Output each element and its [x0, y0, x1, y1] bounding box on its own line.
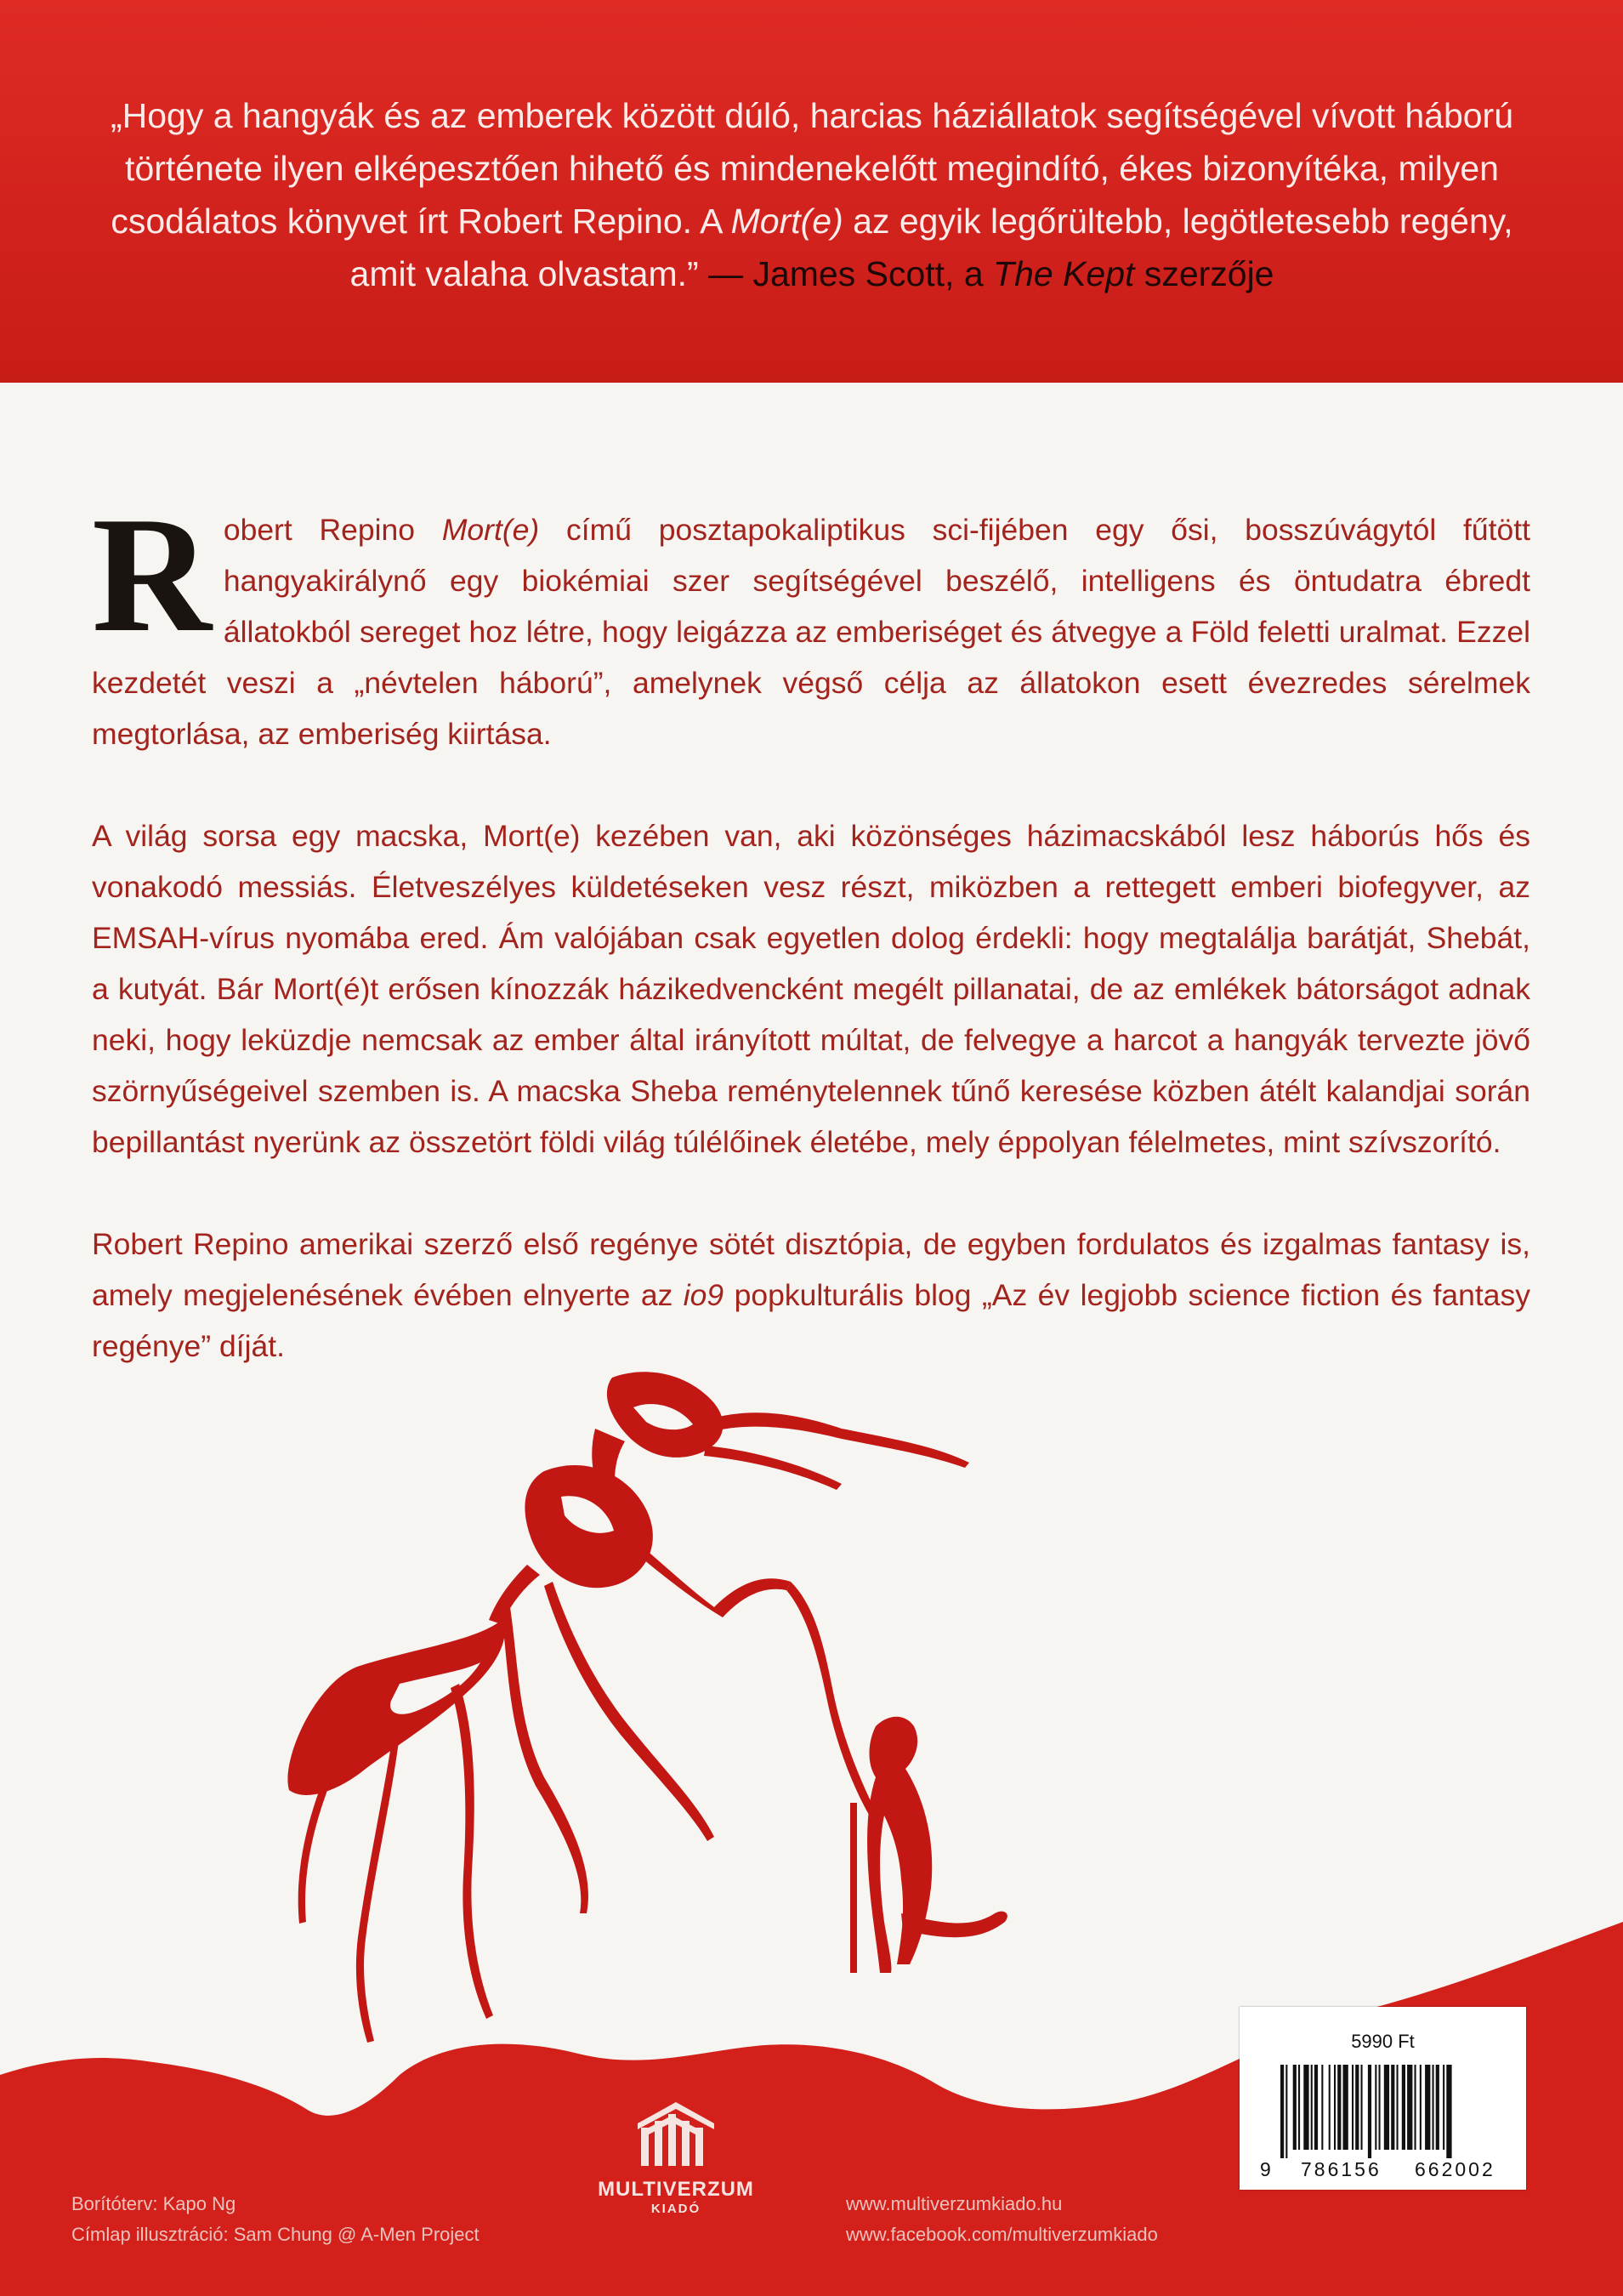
barcode-bar: [1352, 2065, 1353, 2150]
barcode-bar: [1407, 2065, 1412, 2150]
barcode-bar: [1384, 2065, 1389, 2150]
barcode-bar: [1280, 2065, 1284, 2158]
facebook-link[interactable]: www.facebook.com/multiverzumkiado: [846, 2224, 1158, 2245]
barcode-bar: [1355, 2065, 1359, 2150]
quote-attribution: — James Scott, a The Kept szerzője: [708, 254, 1274, 293]
barcode-bar: [1334, 2065, 1336, 2150]
publisher-links: [846, 2189, 1158, 2250]
publisher-subtitle: KIADÓ: [650, 2202, 701, 2216]
barcode-bar: [1443, 2065, 1444, 2150]
top-red-band: [0, 0, 1623, 383]
isbn-first-digit: 9: [1260, 2158, 1271, 2180]
price-label: 5990 Ft: [1351, 2031, 1415, 2052]
barcode-bar: [1321, 2065, 1323, 2150]
barcode-bar: [1343, 2065, 1348, 2150]
barcode-bar: [1425, 2065, 1430, 2150]
barcode-bar: [1397, 2065, 1399, 2150]
blurb-paragraph-3: Robert Repino amerikai szerző első regénye sötét disztópia, de egyben fordulatos és izgalmas fantasy is, amely megjelenésének évében elnyerte az io9 popkulturális blog „Az év legjobb science fiction és fantasy regénye” díját.: [92, 1227, 1530, 1363]
barcode-bar: [1298, 2065, 1300, 2150]
barcode-bar: [1436, 2065, 1439, 2150]
barcode-bar: [1446, 2065, 1451, 2158]
cover-credits: [71, 2189, 480, 2250]
barcode-bar: [1293, 2065, 1297, 2150]
barcode-bar: [1311, 2065, 1313, 2150]
multiverzum-logo-icon: [629, 2094, 723, 2170]
barcode-bar: [1415, 2065, 1416, 2150]
barcode-bar: [1433, 2065, 1434, 2150]
cover-design-credit: Borítóterv: Kapo Ng: [71, 2193, 236, 2214]
barcode-bar: [1285, 2065, 1287, 2158]
barcode-bar: [1375, 2065, 1376, 2150]
drop-cap: R: [92, 483, 212, 667]
barcode-bar: [1379, 2065, 1381, 2150]
barcode-bar: [1303, 2065, 1308, 2150]
review-quote: „Hogy a hangyák és az emberek között dúló, harcias háziállatok segítségével vívott háború története ilyen elképesztően hihető és mindenekelőtt megindító, ékes bizonyítéka, milyen csodálatos könyvet írt Robert Repino. A Mort(e) az egyik legőrültebb, legötletesebb regény, amit valaha olvastam.” — James Scott, a The Kept szerzője: [110, 96, 1514, 293]
barcode-bar: [1337, 2065, 1341, 2150]
isbn-right-digits: 662002: [1415, 2158, 1495, 2180]
illustration-credit: Címlap illusztráció: Sam Chung @ A-Men Project: [71, 2224, 480, 2245]
barcode: [1280, 2065, 1503, 2158]
blurb-text: [92, 483, 1530, 1423]
barcode-bar: [1420, 2065, 1422, 2150]
barcode-bar: [1391, 2065, 1394, 2150]
blurb-paragraph-2: A világ sorsa egy macska, Mort(e) kezében van, aki közönséges házimacskából lesz háborús hős és vonakodó messiás. Életveszélyes küldetéseken vesz részt, miközben a rettegett emberi biofegyver, az EMSAH-vírus nyomába ered. Ám valójában csak egyetlen dolog érdekli: hogy megtalálja barátját, Shebát, a kutyát. Bár Mort(é)t erősen kínozzák házikedvencként megélt pillanatai, de az emlékek bátorságot adnak neki, hogy leküzdje nemcsak az ember által irányított múltat, de felvegye a harcot a hangyák tervezte jövő szörnyűségeivel szemben is. A macska Sheba reménytelennek tűnő keresése közben átélt kalandjai során bepillantást nyerünk az összetört földi világ túlélőinek életébe, mely éppolyan félelmetes, mint szívszorító.: [92, 819, 1530, 1159]
barcode-bar: [1314, 2065, 1318, 2150]
blurb-paragraph-1: Robert Repino Mort(e) című posztapokaliptikus sci-fijében egy ősi, bosszúvágytól fűtött hangyakirálynő egy biokémiai szer segítségével beszélő, intelligens és öntudatra ébredt állatokból sereget hoz létre, hogy leigázza az emberiséget és átvegye a Föld feletti uralmat. Ezzel kezdetét veszi a „névtelen háború”, amelynek végső célja az állatokon esett évezredes sérelmek megtorlása, az emberiség kiirtása.: [92, 483, 1530, 751]
barcode-bar: [1329, 2065, 1331, 2150]
price-barcode-sticker: [1240, 2007, 1526, 2190]
isbn-left-digits: 786156: [1301, 2158, 1382, 2180]
publisher-logo: [587, 2094, 765, 2216]
barcode-bar: [1361, 2065, 1363, 2150]
publisher-name: MULTIVERZUM: [598, 2178, 754, 2201]
barcode-bar: [1402, 2065, 1405, 2150]
barcode-bar: [1368, 2065, 1371, 2158]
website-link[interactable]: www.multiverzumkiado.hu: [846, 2193, 1063, 2214]
